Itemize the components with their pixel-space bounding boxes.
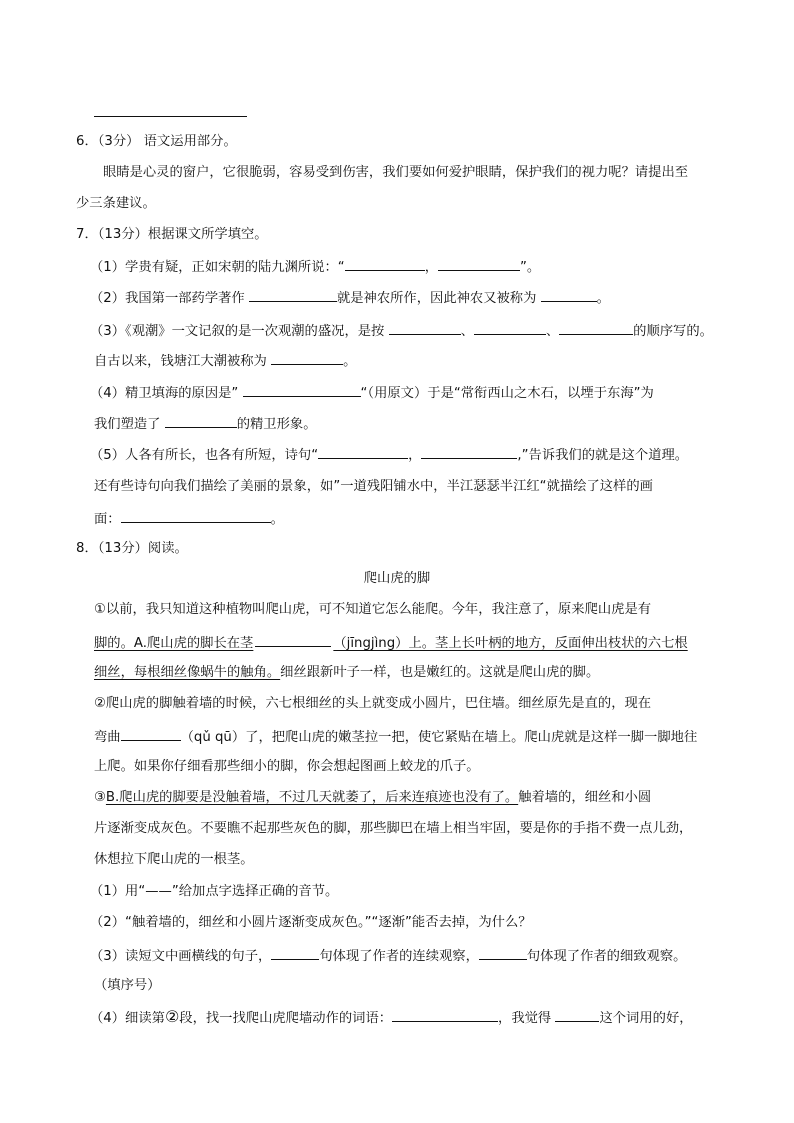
blank[interactable] — [255, 632, 331, 647]
blank[interactable] — [271, 945, 319, 960]
q8-sub1: （1）用“——”给加点字选择正确的音节。 — [90, 884, 339, 899]
q8-sub3-cont: （填序号） — [94, 978, 161, 993]
q8-sub4: （4）细读第②段，找一找爬山虎爬墙动作的词语： ，我觉得 这个词用的好， — [90, 1007, 693, 1026]
blank[interactable] — [438, 256, 520, 271]
q8-sub3: （3）读短文中画横线的句子， 句体现了作者的连续观察， 句体现了作者的细致观察。 — [90, 945, 686, 965]
answer-line — [94, 116, 247, 117]
para1-line3: 细丝，每根细丝像蜗牛的触角。细丝跟新叶子一样，也是嫩红的。这就是爬山虎的脚。 — [94, 665, 600, 680]
blank[interactable] — [121, 508, 271, 523]
q7-item4-cont: 我们塑造了 的精卫形象。 — [94, 413, 317, 433]
blank[interactable] — [541, 287, 597, 302]
para2-line1: ②爬山虎的脚触着墙的时候，六七根细丝的头上就变成小圆片，巴住墙。细丝原先是直的，现在 — [94, 696, 652, 711]
q7-header: 7．（13分）根据课文所学填空。 — [76, 227, 268, 242]
q7-item1: （1）学贵有疑，正如宋朝的陆九渊所说：“ ， ”。 — [90, 256, 540, 276]
para2-line3: 上爬。如果你仔细看那些细小的脚，你会想起图画上蛟龙的爪子。 — [94, 759, 480, 774]
para3-line3: 休想拉下爬山虎的一根茎。 — [94, 852, 254, 867]
passage-title: 爬山虎的脚 — [363, 571, 431, 586]
blank[interactable] — [392, 1007, 498, 1022]
q8-header: 8．（13分）阅读。 — [76, 541, 188, 556]
blank[interactable] — [479, 945, 527, 960]
q7-item3-cont: 自古以来，钱塘江大潮被称为 。 — [94, 350, 356, 370]
q7-item5-cont2: 面： 。 — [94, 508, 284, 528]
para3-line2: 片逐渐变成灰色。不要瞧不起那些灰色的脚，那些脚巴在墙上相当牢固，要是你的手指不费一点儿劲， — [94, 821, 693, 836]
blank[interactable] — [318, 444, 408, 459]
blank[interactable] — [345, 256, 425, 271]
blank[interactable] — [555, 1007, 599, 1022]
q8-sub2: （2）“触着墙的，细丝和小圆片逐渐变成灰色。”“逐渐”能否去掉，为什么？ — [90, 915, 532, 930]
blank[interactable] — [421, 444, 517, 459]
para2-line2: 弯曲 （qǔ qū）了，把爬山虎的嫩茎拉一把，使它紧贴在墙上。爬山虎就是这样一脚一脚地往 — [94, 726, 697, 746]
q6-header: 6．（3分） 语文运用部分。 — [76, 134, 237, 149]
blank[interactable] — [121, 726, 181, 741]
para3-line1: ③B.爬山虎的脚要是没触着墙，不过几天就萎了，后来连痕迹也没有了。触着墙的，细丝和小圆 — [94, 790, 652, 805]
q7-item4: （4）精卫填海的原因是” “（用原文）于是“常衔西山之木石，以堙于东海”为 — [90, 382, 654, 402]
blank[interactable] — [249, 287, 337, 302]
para1-line2: 脚的。A.爬山虎的脚长在茎 （jīngjìng）上。茎上长叶柄的地方，反面伸出枝状的六七根 — [94, 632, 688, 652]
q7-item3: （3）《观潮》一文记叙的是一次观潮的盛况，是按 、 、 的顺序写的。 — [90, 320, 713, 340]
q7-item5: （5）人各有所长，也各有所短，诗句“ ， ,”告诉我们的就是这个道理。 — [90, 444, 688, 464]
blank[interactable] — [474, 320, 546, 335]
blank[interactable] — [559, 320, 633, 335]
q6-body-line2: 少三条建议。 — [76, 196, 156, 211]
blank[interactable] — [389, 320, 461, 335]
q6-body-line1: 眼睛是心灵的窗户，它很脆弱，容易受到伤害，我们要如何爱护眼睛，保护我们的视力呢？请提出至 — [103, 165, 689, 180]
para1-line1: ①以前，我只知道这种植物叫爬山虎，可不知道它怎么能爬。今年，我注意了，原来爬山虎是有 — [94, 602, 652, 617]
q7-item5-cont: 还有些诗句向我们描绘了美丽的景象，如”一道残阳铺水中，半江瑟瑟半江红“就描绘了这样的画 — [94, 479, 653, 494]
q7-item2: （2）我国第一部药学著作 就是神农所作，因此神农又被称为 。 — [90, 287, 610, 307]
blank[interactable] — [165, 413, 237, 428]
blank[interactable] — [243, 382, 361, 397]
blank[interactable] — [271, 350, 343, 365]
